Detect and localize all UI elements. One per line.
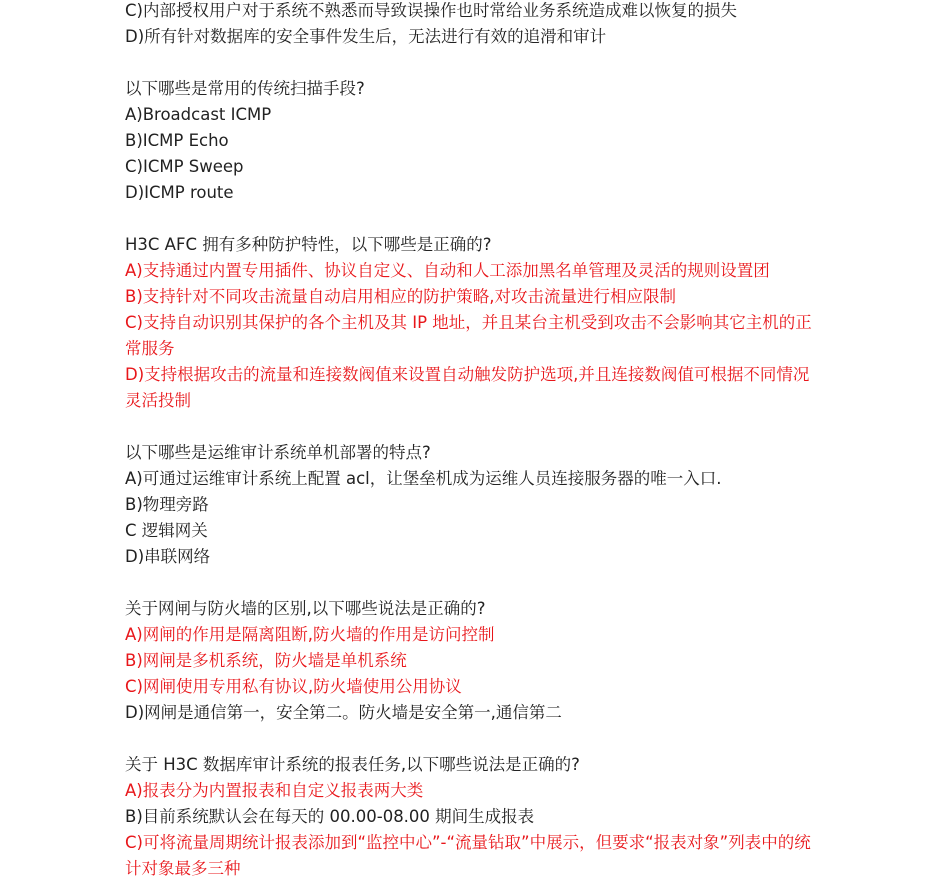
question-block bbox=[125, 726, 825, 882]
question-text: H3C AFC 拥有多种防护特性，以下哪些是正确的? bbox=[125, 235, 492, 254]
option: D)所有针对数据库的安全事件发生后，无法进行有效的追滑和审计 bbox=[125, 27, 607, 46]
question-text: 关于网闸与防火墙的区别,以下哪些说法是正确的? bbox=[125, 599, 486, 618]
option: B)ICMP Echo bbox=[125, 131, 229, 150]
question-block bbox=[125, 206, 825, 414]
option-correct: A)报表分为内置报表和自定义报表两大类 bbox=[125, 781, 424, 800]
question-block bbox=[125, 0, 825, 50]
question-block bbox=[125, 570, 825, 726]
paragraph-gap bbox=[125, 414, 825, 440]
question-block bbox=[125, 50, 825, 206]
question-text: 以下哪些是运维审计系统单机部署的特点? bbox=[125, 443, 431, 462]
option: B)物理旁路 bbox=[125, 495, 209, 514]
option: A)可通过运维审计系统上配置 acl，让堡垒机成为运维人员连接服务器的唯一入口. bbox=[125, 469, 722, 488]
option: C 逻辑网关 bbox=[125, 521, 208, 540]
option-correct: B)网闸是多机系统，防火墙是单机系统 bbox=[125, 651, 407, 670]
document-body bbox=[125, 0, 825, 882]
option: B)目前系统默认会在每天的 00.00-08.00 期间生成报表 bbox=[125, 807, 535, 826]
paragraph-gap bbox=[125, 570, 825, 596]
option-correct: A)网闸的作用是隔离阻断,防火墙的作用是访问控制 bbox=[125, 625, 495, 644]
option: A)Broadcast ICMP bbox=[125, 105, 272, 124]
question-text: 以下哪些是常用的传统扫描手段? bbox=[125, 79, 365, 98]
option-correct: D)支持根据攻击的流量和连接数阀值来设置自动触发防护选项,并且连接数阀值可根据不同情况灵活投制 bbox=[125, 365, 810, 410]
option: D)ICMP route bbox=[125, 183, 234, 202]
option-correct: B)支持针对不同攻击流量自动启用相应的防护策略,对攻击流量进行相应限制 bbox=[125, 287, 677, 306]
option: D)网闸是通信第一，安全第二。防火墙是安全第一,通信第二 bbox=[125, 703, 562, 722]
option-correct: C)可将流量周期统计报表添加到“监控中心”-“流量钻取”中展示，但要求“报表对象”列表中的统计对象最多三种 bbox=[125, 833, 811, 878]
paragraph-gap bbox=[125, 726, 825, 752]
paragraph-gap bbox=[125, 50, 825, 76]
paragraph-gap bbox=[125, 206, 825, 232]
question-text: 关于 H3C 数据库审计系统的报表任务,以下哪些说法是正确的? bbox=[125, 755, 580, 774]
option-correct: C)网闸使用专用私有协议,防火墙使用公用协议 bbox=[125, 677, 462, 696]
question-block bbox=[125, 414, 825, 570]
option-correct: A)支持通过内置专用插件、协议自定义、自动和人工添加黑名单管理及灵活的规则设置团 bbox=[125, 261, 770, 280]
option: C)ICMP Sweep bbox=[125, 157, 244, 176]
option: C)内部授权用户对于系统不熟悉而导致误操作也时常给业务系统造成难以恢复的损失 bbox=[125, 1, 737, 20]
option-correct: C)支持自动识别其保护的各个主机及其 IP 地址，并且某台主机受到攻击不会影响其它主机的正常服务 bbox=[125, 313, 812, 358]
option: D)串联网络 bbox=[125, 547, 211, 566]
